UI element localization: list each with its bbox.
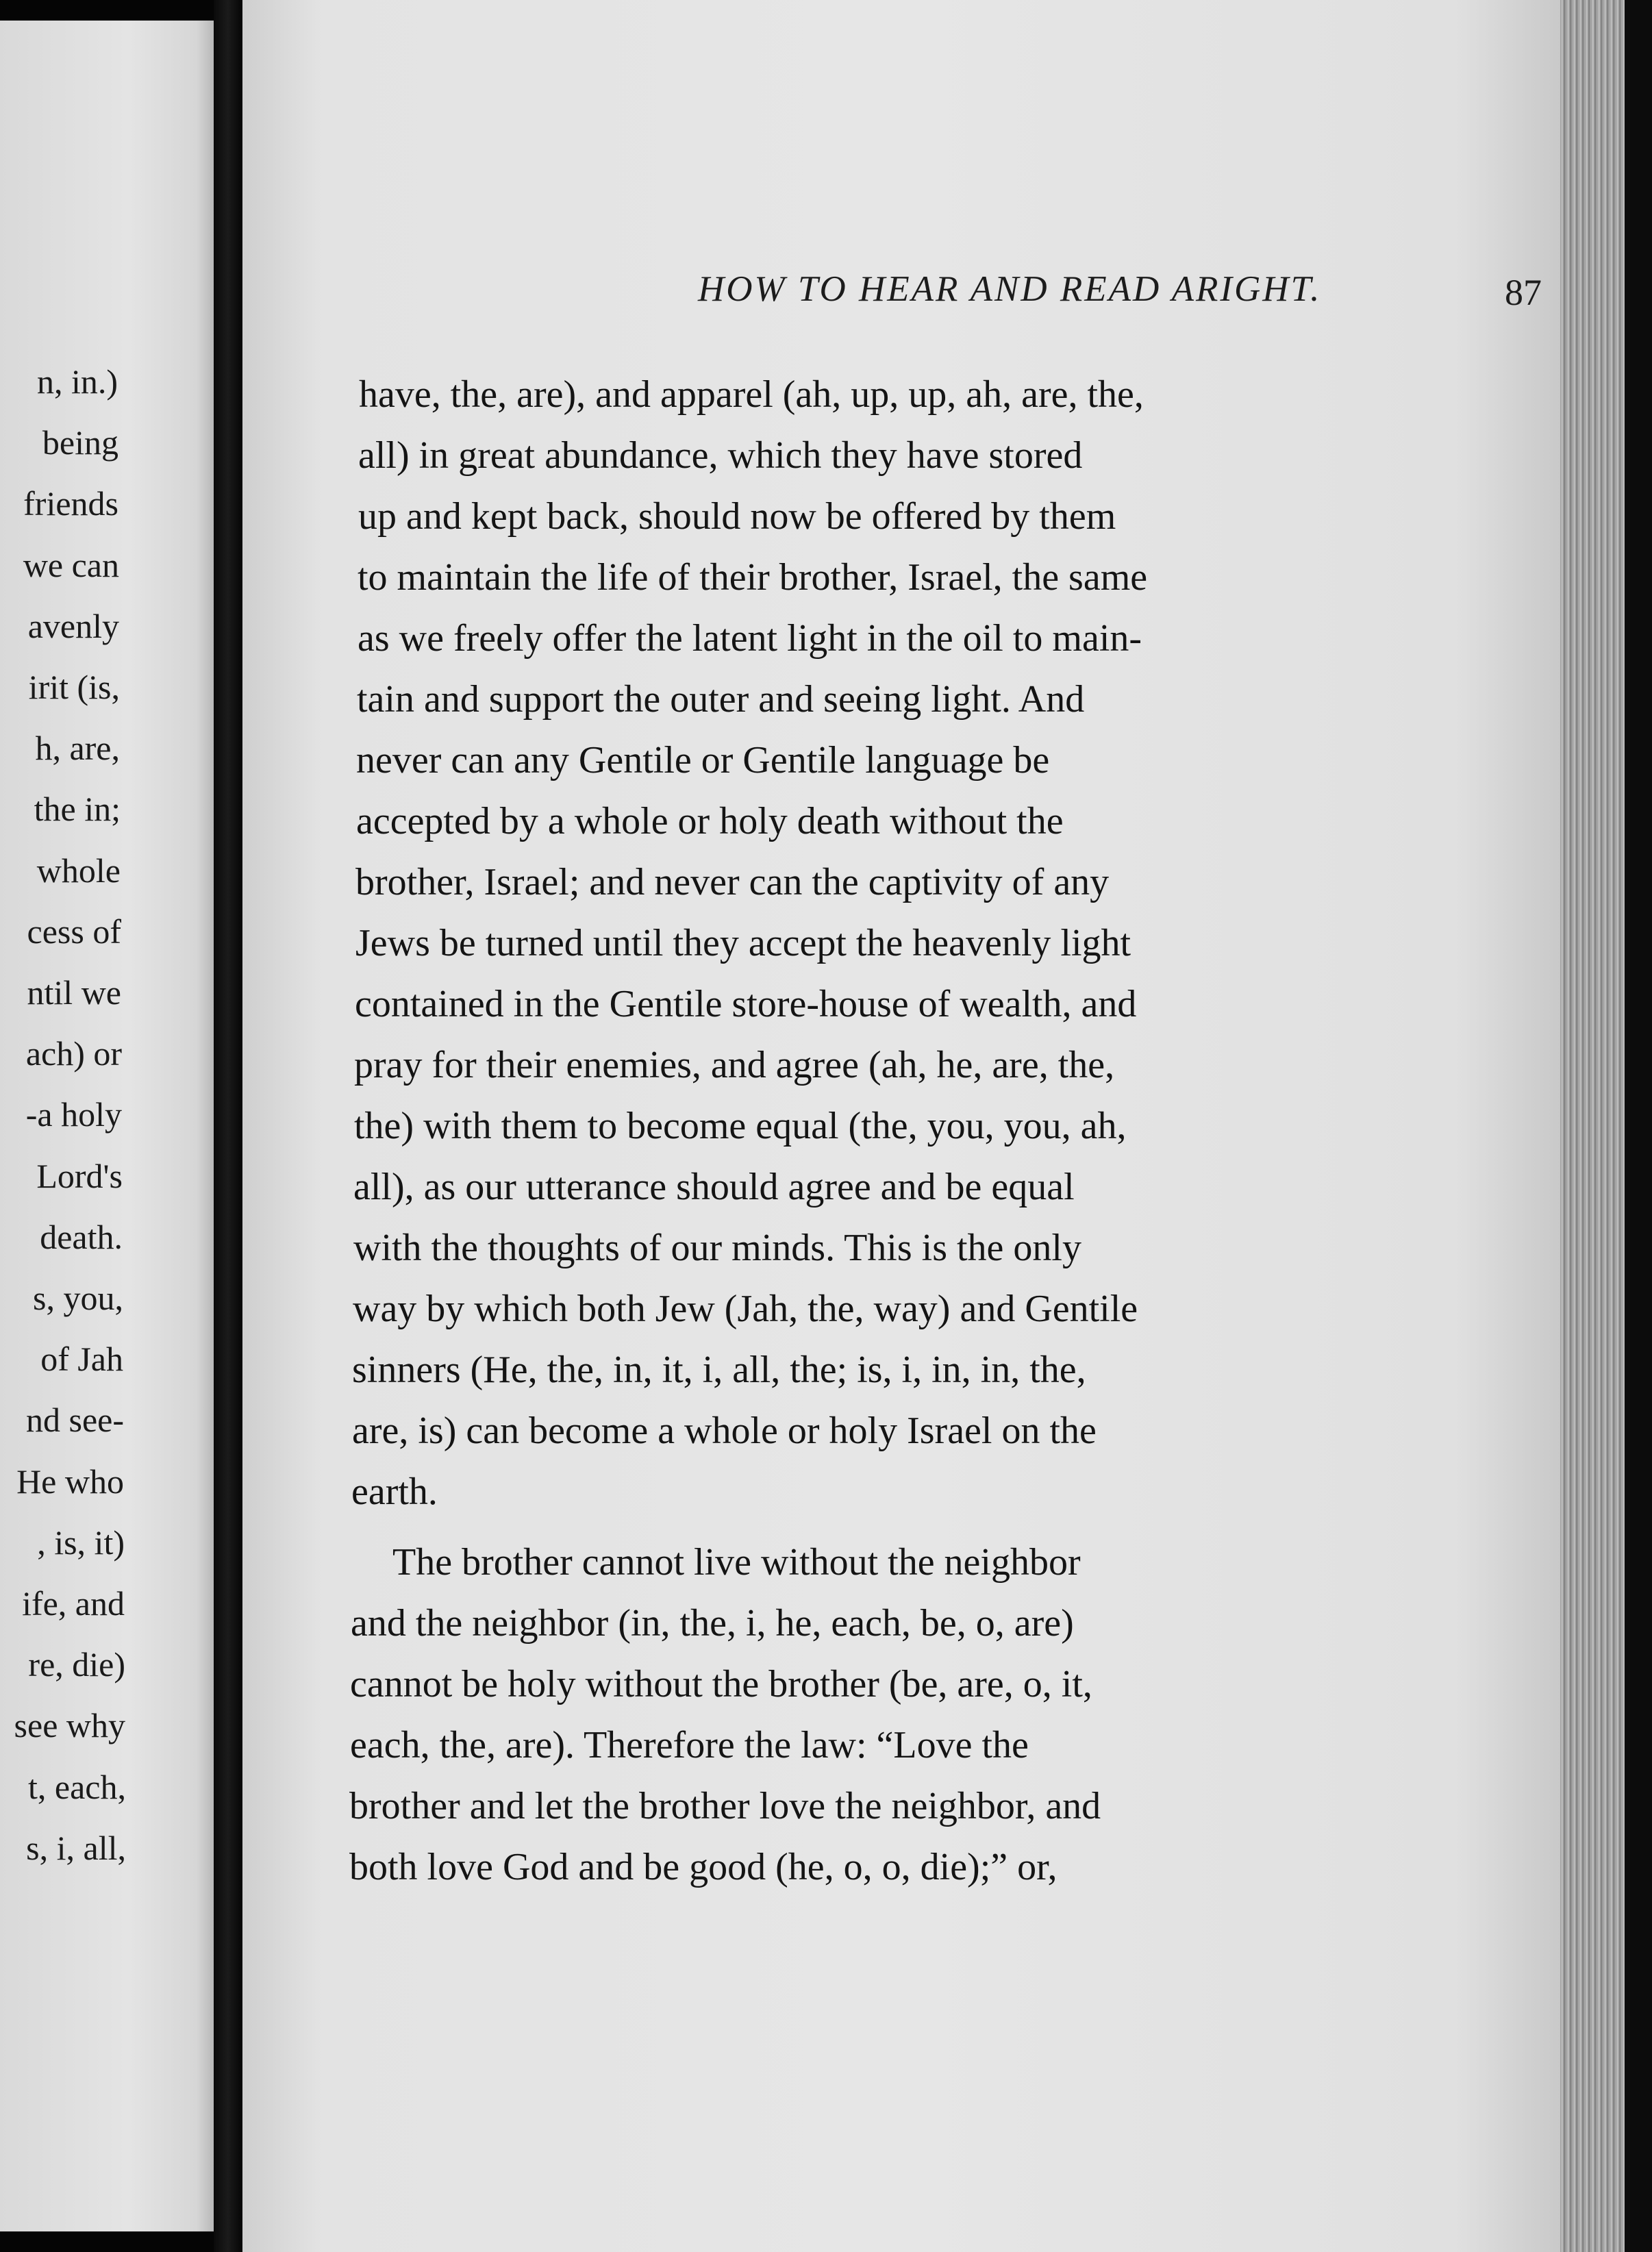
page-edges: [1560, 0, 1652, 2252]
text-line: the) with them to become equal (the, you, you, ah,: [354, 1105, 1127, 1147]
left-page-line: death.: [40, 1218, 123, 1256]
text-line: The brother cannot live without the neighbor: [392, 1541, 1081, 1584]
left-page-line: h, are,: [35, 729, 120, 767]
book-page: [242, 0, 1560, 2252]
left-page-line: see why: [14, 1706, 125, 1744]
text-line: each, the, are). Therefore the law: “Love the: [350, 1724, 1029, 1766]
left-page-line: friends: [23, 484, 118, 523]
text-line: as we freely offer the latent light in the oil to main-: [358, 617, 1142, 660]
left-page-line: n, in.): [36, 362, 118, 401]
left-page-line: whole: [36, 851, 121, 890]
text-line: contained in the Gentile store-house of wealth, and: [355, 983, 1137, 1025]
left-page-line: we can: [23, 546, 119, 584]
text-line: never can any Gentile or Gentile language be: [356, 739, 1050, 781]
left-page-line: re, die): [28, 1645, 125, 1684]
text-line: pray for their enemies, and agree (ah, he, are, the,: [354, 1044, 1115, 1086]
text-line: up and kept back, should now be offered by them: [358, 495, 1116, 538]
text-line: brother, Israel; and never can the captivity of any: [355, 861, 1110, 903]
text-line: are, is) can become a whole or holy Israel on the: [352, 1410, 1097, 1452]
left-page-line: ntil we: [27, 973, 121, 1012]
text-line: sinners (He, the, in, it, i, all, the; is, i, in, in, the,: [352, 1349, 1086, 1391]
left-page-line: ach) or: [25, 1034, 122, 1073]
page-number: 87: [1505, 272, 1542, 313]
text-line: Jews be turned until they accept the heavenly light: [355, 922, 1131, 964]
text-line: earth.: [351, 1471, 438, 1513]
text-line: have, the, are), and apparel (ah, up, up, ah, are, the,: [359, 373, 1144, 416]
text-line: to maintain the life of their brother, Israel, the same: [358, 556, 1148, 599]
left-page-line: s, you,: [33, 1279, 123, 1317]
running-head: HOW TO HEAR AND READ ARIGHT.: [698, 269, 1322, 309]
text-line: with the thoughts of our minds. This is the only: [353, 1227, 1081, 1269]
left-page-line: irit (is,: [28, 668, 120, 706]
left-page-line: s, i, all,: [26, 1829, 126, 1867]
left-page-line: the in;: [34, 790, 121, 828]
left-page-line: t, each,: [28, 1768, 126, 1806]
text-line: accepted by a whole or holy death without the: [356, 800, 1064, 842]
text-line: and the neighbor (in, the, i, he, each, be, o, are): [351, 1602, 1074, 1644]
left-page-line: nd see-: [26, 1401, 124, 1439]
left-page-line: of Jah: [40, 1340, 123, 1378]
left-page-line: Lord's: [36, 1157, 123, 1195]
text-line: both love God and be good (he, o, o, die);” or,: [349, 1846, 1057, 1888]
previous-page-fragment: [0, 21, 214, 2231]
left-page-line: cess of: [27, 912, 121, 951]
left-page-line: -a holy: [25, 1095, 122, 1134]
text-line: all), as our utterance should agree and be equal: [353, 1166, 1075, 1208]
text-line: brother and let the brother love the neighbor, and: [349, 1785, 1101, 1827]
text-line: all) in great abundance, which they have stored: [358, 434, 1083, 477]
text-line: tain and support the outer and seeing light. And: [357, 678, 1085, 721]
left-page-line: , is, it): [37, 1523, 125, 1562]
left-page-line: avenly: [27, 607, 119, 645]
text-line: way by which both Jew (Jah, the, way) and Gentile: [353, 1288, 1138, 1330]
book-gutter: [214, 0, 242, 2252]
left-page-line: He who: [16, 1462, 124, 1501]
left-page-line: being: [42, 423, 118, 462]
left-page-line: ife, and: [22, 1584, 125, 1623]
text-line: cannot be holy without the brother (be, are, o, it,: [350, 1663, 1092, 1705]
